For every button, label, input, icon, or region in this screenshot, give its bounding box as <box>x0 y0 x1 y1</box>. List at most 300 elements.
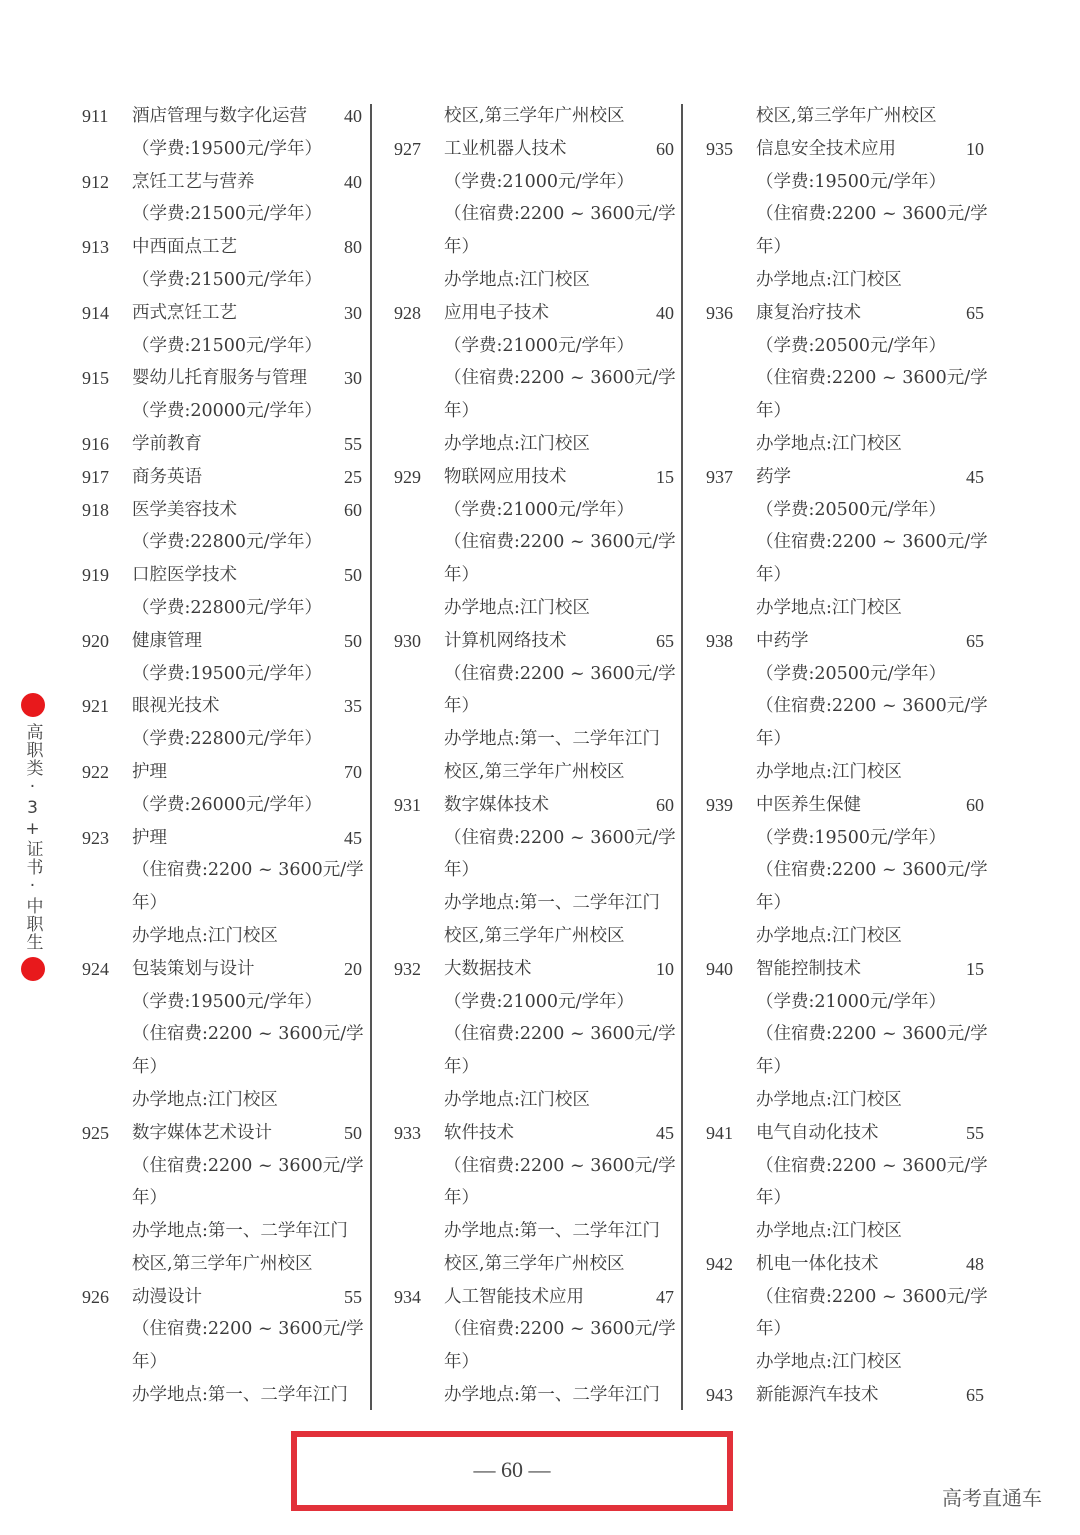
program-detail: （学费:22800元/学年） <box>132 597 322 618</box>
program-row <box>82 231 382 264</box>
program-code: 924 <box>82 958 109 979</box>
program-detail-line <box>706 1182 1006 1215</box>
program-quota: 65 <box>966 302 984 323</box>
program-name: 护理 <box>132 761 167 782</box>
program-row <box>706 461 1006 494</box>
program-detail: （住宿费:2200 ~ 3600元/学 <box>444 368 676 389</box>
program-name: 工业机器人技术 <box>444 138 567 159</box>
program-detail: （住宿费:2200 ~ 3600元/学 <box>444 1024 676 1045</box>
program-detail-line <box>706 592 1006 625</box>
program-row <box>394 297 694 330</box>
program-row <box>394 953 694 986</box>
program-detail: （住宿费:2200 ~ 3600元/学 <box>132 1319 364 1340</box>
program-detail: 办学地点:江门校区 <box>756 1089 902 1110</box>
red-dot-icon <box>21 957 45 981</box>
program-name: 大数据技术 <box>444 958 532 979</box>
program-code: 914 <box>82 302 109 323</box>
program-detail: （住宿费:2200 ~ 3600元/学 <box>444 1319 676 1340</box>
program-detail-line <box>706 264 1006 297</box>
program-detail-line <box>394 658 694 691</box>
program-row <box>82 822 382 855</box>
program-name: 包装策划与设计 <box>132 958 255 979</box>
program-name: 学前教育 <box>132 433 202 454</box>
program-detail-line <box>394 1248 694 1281</box>
program-name: 烹饪工艺与营养 <box>132 171 255 192</box>
program-detail: 年） <box>444 860 479 881</box>
program-name: 健康管理 <box>132 630 202 651</box>
program-detail-line <box>706 1084 1006 1117</box>
program-quota: 45 <box>344 827 362 848</box>
program-detail-line <box>706 494 1006 527</box>
program-detail-line <box>706 1281 1006 1314</box>
program-detail-line <box>82 1018 382 1051</box>
program-code: 930 <box>394 630 421 651</box>
program-row <box>394 461 694 494</box>
program-detail: （学费:22800元/学年） <box>132 532 322 553</box>
program-detail: （住宿费:2200 ~ 3600元/学 <box>756 860 988 881</box>
program-row <box>82 1117 382 1150</box>
program-row <box>82 428 382 461</box>
program-detail: （住宿费:2200 ~ 3600元/学 <box>132 860 364 881</box>
program-detail-line <box>394 1084 694 1117</box>
program-row <box>82 362 382 395</box>
program-detail-line <box>394 822 694 855</box>
program-name: 信息安全技术应用 <box>756 138 896 159</box>
program-row <box>82 559 382 592</box>
program-detail: （学费:19500元/学年） <box>756 827 946 848</box>
program-detail-line <box>82 1150 382 1183</box>
program-detail-line <box>82 330 382 363</box>
program-detail: （学费:19500元/学年） <box>132 138 322 159</box>
program-detail-line <box>394 986 694 1019</box>
program-detail: 年） <box>132 893 167 914</box>
program-detail: 校区,第三学年广州校区 <box>444 1253 625 1274</box>
program-code: 936 <box>706 302 733 323</box>
program-detail-line <box>394 428 694 461</box>
program-quota: 15 <box>656 466 674 487</box>
program-detail-line <box>82 854 382 887</box>
program-row <box>394 1117 694 1150</box>
program-detail: 办学地点:江门校区 <box>756 269 902 290</box>
program-detail-line <box>706 362 1006 395</box>
program-detail: 办学地点:江门校区 <box>132 1089 278 1110</box>
watermark: 高考直通车 <box>942 1486 1042 1510</box>
program-detail: （学费:20500元/学年） <box>756 663 946 684</box>
program-name: 药学 <box>756 466 791 487</box>
program-quota: 65 <box>966 630 984 651</box>
program-detail: 年） <box>132 1057 167 1078</box>
program-detail-line <box>394 854 694 887</box>
program-code: 937 <box>706 466 733 487</box>
program-row <box>82 690 382 723</box>
program-name: 数字媒体技术 <box>444 794 549 815</box>
program-code: 921 <box>82 696 109 717</box>
program-name: 物联网应用技术 <box>444 466 567 487</box>
program-detail-line <box>706 1313 1006 1346</box>
program-detail-line <box>394 1018 694 1051</box>
column-3 <box>706 100 1006 1412</box>
program-quota: 40 <box>344 106 362 126</box>
program-quota: 48 <box>966 1253 984 1274</box>
program-detail-line <box>394 395 694 428</box>
program-row <box>706 1379 1006 1412</box>
program-detail-line <box>706 166 1006 199</box>
program-detail-line <box>394 362 694 395</box>
program-detail-line <box>706 1215 1006 1248</box>
program-code: 942 <box>706 1253 733 1274</box>
program-detail-line <box>706 986 1006 1019</box>
program-detail-line <box>82 1084 382 1117</box>
program-detail-line <box>82 887 382 920</box>
program-detail-line <box>706 428 1006 461</box>
program-code: 943 <box>706 1385 733 1406</box>
program-detail: （住宿费:2200 ~ 3600元/学 <box>756 368 988 389</box>
program-code: 940 <box>706 958 733 979</box>
program-row <box>706 133 1006 166</box>
program-detail: （住宿费:2200 ~ 3600元/学 <box>444 663 676 684</box>
program-code: 933 <box>394 1122 421 1143</box>
program-code: 922 <box>82 761 109 782</box>
program-detail-line <box>706 330 1006 363</box>
program-quota: 20 <box>344 958 362 979</box>
program-detail-line <box>394 100 694 133</box>
program-detail: （住宿费:2200 ~ 3600元/学 <box>756 696 988 717</box>
program-row <box>394 133 694 166</box>
program-name: 应用电子技术 <box>444 302 549 323</box>
program-detail: （学费:20500元/学年） <box>756 499 946 520</box>
program-detail: 年） <box>756 1188 791 1209</box>
program-detail-line <box>706 559 1006 592</box>
program-detail: 年） <box>132 1352 167 1373</box>
program-code: 911 <box>82 106 109 126</box>
program-name: 数字媒体艺术设计 <box>132 1122 272 1143</box>
program-detail: 校区,第三学年广州校区 <box>756 106 937 126</box>
program-detail-line <box>394 231 694 264</box>
program-quota: 40 <box>344 171 362 192</box>
program-code: 920 <box>82 630 109 651</box>
program-detail: （学费:21500元/学年） <box>132 335 322 356</box>
program-quota: 45 <box>966 466 984 487</box>
program-detail: （住宿费:2200 ~ 3600元/学 <box>444 1155 676 1176</box>
program-quota: 50 <box>344 630 362 651</box>
program-detail-line <box>82 1248 382 1281</box>
program-quota: 65 <box>656 630 674 651</box>
program-detail-line <box>394 1313 694 1346</box>
program-detail: （学费:21500元/学年） <box>132 204 322 225</box>
program-detail-line <box>394 1150 694 1183</box>
program-quota: 25 <box>344 466 362 487</box>
program-detail-line <box>394 494 694 527</box>
program-quota: 70 <box>344 761 362 782</box>
program-row <box>394 789 694 822</box>
program-detail-line <box>394 1182 694 1215</box>
program-detail: 年） <box>444 565 479 586</box>
program-detail-line <box>706 100 1006 133</box>
program-detail-line <box>82 395 382 428</box>
program-row <box>82 1281 382 1314</box>
program-name: 软件技术 <box>444 1122 514 1143</box>
program-detail-line <box>394 920 694 953</box>
program-detail: （住宿费:2200 ~ 3600元/学 <box>132 1155 364 1176</box>
program-quota: 10 <box>656 958 674 979</box>
program-detail: 办学地点:第一、二学年江门 <box>132 1221 348 1242</box>
program-row <box>82 756 382 789</box>
program-code: 919 <box>82 565 109 586</box>
program-detail: 年） <box>756 729 791 750</box>
program-detail-line <box>706 887 1006 920</box>
program-detail: （学费:20500元/学年） <box>756 335 946 356</box>
program-quota: 10 <box>966 138 984 159</box>
program-detail-line <box>82 723 382 756</box>
program-row <box>82 297 382 330</box>
program-row <box>82 625 382 658</box>
program-detail: （住宿费:2200 ~ 3600元/学 <box>444 532 676 553</box>
program-detail-line <box>394 198 694 231</box>
program-detail: 办学地点:江门校区 <box>756 433 902 454</box>
program-detail: （学费:19500元/学年） <box>756 171 946 192</box>
program-detail-line <box>394 592 694 625</box>
program-detail-line <box>82 1313 382 1346</box>
program-detail: （学费:21000元/学年） <box>444 335 634 356</box>
program-detail-line <box>394 1215 694 1248</box>
program-detail: 年） <box>444 401 479 422</box>
program-code: 915 <box>82 368 109 389</box>
program-detail: （学费:20000元/学年） <box>132 401 322 422</box>
side-tab-label: 高职类·3+证书·中职生 <box>22 723 43 951</box>
program-detail-line <box>82 789 382 822</box>
program-detail-line <box>82 1215 382 1248</box>
program-detail-line <box>706 920 1006 953</box>
program-code: 917 <box>82 466 109 487</box>
program-detail: （住宿费:2200 ~ 3600元/学 <box>132 1024 364 1045</box>
program-detail: 年） <box>444 1352 479 1373</box>
program-detail: 办学地点:江门校区 <box>756 925 902 946</box>
program-detail-line <box>706 1150 1006 1183</box>
program-detail: 办学地点:江门校区 <box>756 1221 902 1242</box>
program-row <box>82 953 382 986</box>
program-detail-line <box>394 887 694 920</box>
program-detail-line <box>82 526 382 559</box>
program-detail: 办学地点:第一、二学年江门 <box>444 893 660 914</box>
program-detail-line <box>82 1182 382 1215</box>
program-detail-line <box>394 723 694 756</box>
program-quota: 50 <box>344 565 362 586</box>
program-detail: 办学地点:江门校区 <box>756 597 902 618</box>
program-detail: 校区,第三学年广州校区 <box>132 1253 313 1274</box>
program-detail: 办学地点:第一、二学年江门 <box>444 1221 660 1242</box>
program-code: 932 <box>394 958 421 979</box>
program-detail: 年） <box>444 696 479 717</box>
program-detail-line <box>706 526 1006 559</box>
program-detail: （住宿费:2200 ~ 3600元/学 <box>756 532 988 553</box>
program-name: 医学美容技术 <box>132 499 237 520</box>
program-detail: 年） <box>756 401 791 422</box>
program-detail-line <box>706 1018 1006 1051</box>
program-detail: 办学地点:江门校区 <box>444 433 590 454</box>
program-detail-line <box>706 756 1006 789</box>
program-name: 酒店管理与数字化运营 <box>132 106 307 126</box>
program-detail-line <box>82 264 382 297</box>
program-detail-line <box>394 756 694 789</box>
program-detail-line <box>394 330 694 363</box>
program-quota: 55 <box>344 433 362 454</box>
program-quota: 30 <box>344 302 362 323</box>
program-detail-line <box>706 690 1006 723</box>
program-detail: 年） <box>444 1188 479 1209</box>
program-detail-line <box>706 395 1006 428</box>
program-detail: （住宿费:2200 ~ 3600元/学 <box>444 827 676 848</box>
program-code: 925 <box>82 1122 109 1143</box>
program-detail: 校区,第三学年广州校区 <box>444 925 625 946</box>
program-detail-line <box>706 723 1006 756</box>
program-code: 931 <box>394 794 421 815</box>
program-code: 935 <box>706 138 733 159</box>
program-row <box>82 494 382 527</box>
program-detail: 办学地点:第一、二学年江门 <box>444 729 660 750</box>
program-detail: （学费:19500元/学年） <box>132 663 322 684</box>
program-detail-line <box>706 198 1006 231</box>
program-detail: 年） <box>756 237 791 258</box>
program-detail: 年） <box>756 565 791 586</box>
program-code: 928 <box>394 302 421 323</box>
program-quota: 35 <box>344 696 362 717</box>
program-name: 智能控制技术 <box>756 958 861 979</box>
program-row <box>706 953 1006 986</box>
program-row <box>706 1117 1006 1150</box>
program-detail: （学费:26000元/学年） <box>132 794 322 815</box>
program-detail: 年） <box>756 1057 791 1078</box>
program-detail: 办学地点:江门校区 <box>444 1089 590 1110</box>
page-number: — 60 — <box>473 1457 551 1482</box>
program-name: 护理 <box>132 827 167 848</box>
program-code: 939 <box>706 794 733 815</box>
program-detail-line <box>394 526 694 559</box>
program-detail: （住宿费:2200 ~ 3600元/学 <box>756 1155 988 1176</box>
program-code: 912 <box>82 171 109 192</box>
program-quota: 65 <box>966 1385 984 1406</box>
program-code: 918 <box>82 499 109 520</box>
program-name: 中医养生保健 <box>756 794 861 815</box>
program-quota: 55 <box>966 1122 984 1143</box>
program-detail-line <box>394 1379 694 1412</box>
program-detail: 年） <box>756 1319 791 1340</box>
program-detail: 年） <box>132 1188 167 1209</box>
column-1 <box>82 100 382 1412</box>
program-detail: 年） <box>756 893 791 914</box>
program-name: 中西面点工艺 <box>132 237 237 258</box>
program-name: 康复治疗技术 <box>756 302 861 323</box>
program-detail: 校区,第三学年广州校区 <box>444 761 625 782</box>
program-quota: 15 <box>966 958 984 979</box>
column-2 <box>394 100 694 1412</box>
program-detail-line <box>394 1051 694 1084</box>
program-quota: 50 <box>344 1122 362 1143</box>
program-name: 人工智能技术应用 <box>444 1286 584 1307</box>
program-quota: 60 <box>656 138 674 159</box>
program-detail: 办学地点:江门校区 <box>444 597 590 618</box>
program-row <box>706 625 1006 658</box>
program-detail-line <box>706 822 1006 855</box>
program-code: 927 <box>394 138 421 159</box>
program-detail-line <box>82 1346 382 1379</box>
program-detail: （学费:21000元/学年） <box>444 991 634 1012</box>
program-name: 商务英语 <box>132 466 202 487</box>
program-detail-line <box>394 264 694 297</box>
program-detail-line <box>706 854 1006 887</box>
program-detail: （住宿费:2200 ~ 3600元/学 <box>756 1024 988 1045</box>
program-detail: 办学地点:江门校区 <box>756 1352 902 1373</box>
program-detail: （学费:19500元/学年） <box>132 991 322 1012</box>
program-detail-line <box>82 592 382 625</box>
program-name: 眼视光技术 <box>132 696 220 717</box>
program-quota: 60 <box>656 794 674 815</box>
program-detail-line <box>394 166 694 199</box>
program-quota: 47 <box>656 1286 674 1307</box>
program-code: 913 <box>82 237 109 258</box>
program-name: 口腔医学技术 <box>132 565 237 586</box>
program-detail: （学费:21000元/学年） <box>444 499 634 520</box>
program-detail-line <box>394 1346 694 1379</box>
program-row <box>394 1281 694 1314</box>
program-quota: 30 <box>344 368 362 389</box>
program-detail-line <box>82 658 382 691</box>
program-code: 926 <box>82 1286 109 1307</box>
red-dot-icon <box>21 693 45 717</box>
program-detail: （住宿费:2200 ~ 3600元/学 <box>444 204 676 225</box>
program-name: 中药学 <box>756 630 809 651</box>
side-tab <box>20 693 46 981</box>
program-name: 机电一体化技术 <box>756 1253 879 1274</box>
program-quota: 45 <box>656 1122 674 1143</box>
program-name: 西式烹饪工艺 <box>132 302 237 323</box>
program-detail-line <box>706 658 1006 691</box>
program-detail-line <box>82 1379 382 1412</box>
program-detail-line <box>706 1051 1006 1084</box>
program-detail: （学费:21000元/学年） <box>756 991 946 1012</box>
program-detail-line <box>706 1346 1006 1379</box>
program-code: 941 <box>706 1122 733 1143</box>
program-detail: （学费:21000元/学年） <box>444 171 634 192</box>
program-code: 938 <box>706 630 733 651</box>
program-detail: （住宿费:2200 ~ 3600元/学 <box>756 204 988 225</box>
program-detail-line <box>82 1051 382 1084</box>
program-detail: （住宿费:2200 ~ 3600元/学 <box>756 1286 988 1307</box>
program-name: 婴幼儿托育服务与管理 <box>132 368 307 389</box>
program-name: 计算机网络技术 <box>444 630 567 651</box>
program-row <box>706 297 1006 330</box>
program-detail: 办学地点:江门校区 <box>444 269 590 290</box>
program-detail-line <box>82 133 382 166</box>
page-number-highlight <box>291 1431 733 1511</box>
program-code: 929 <box>394 466 421 487</box>
program-row <box>82 461 382 494</box>
program-detail-line <box>82 920 382 953</box>
program-code: 934 <box>394 1286 421 1307</box>
program-quota: 80 <box>344 237 362 258</box>
program-detail: 年） <box>444 1057 479 1078</box>
program-quota: 60 <box>344 499 362 520</box>
program-quota: 40 <box>656 302 674 323</box>
program-detail: 校区,第三学年广州校区 <box>444 106 625 126</box>
program-detail: 办学地点:江门校区 <box>132 925 278 946</box>
program-code: 916 <box>82 433 109 454</box>
program-detail: （学费:22800元/学年） <box>132 729 322 750</box>
program-detail-line <box>82 986 382 1019</box>
program-detail: 办学地点:第一、二学年江门 <box>132 1385 348 1406</box>
program-row <box>82 166 382 199</box>
program-code: 923 <box>82 827 109 848</box>
program-detail-line <box>82 198 382 231</box>
